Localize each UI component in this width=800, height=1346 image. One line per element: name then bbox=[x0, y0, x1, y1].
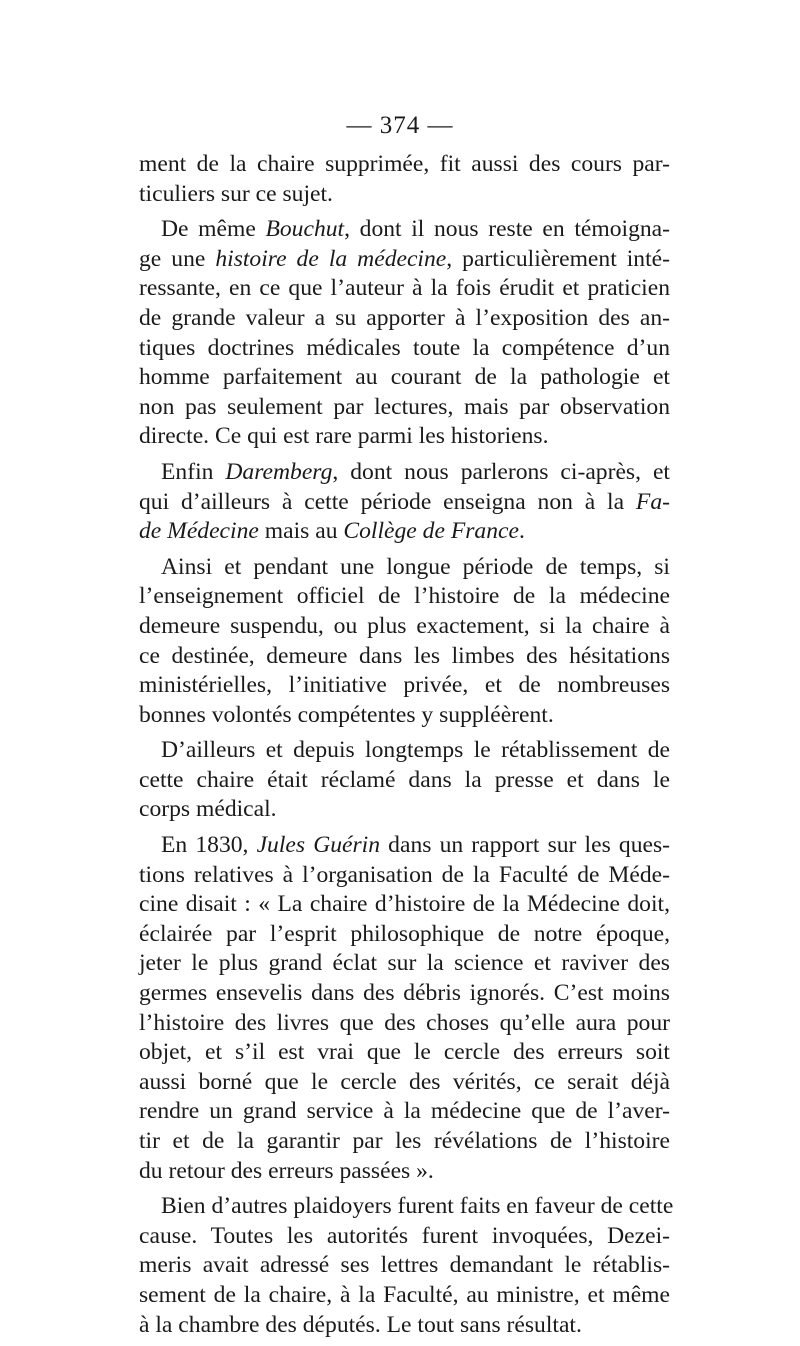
page-number: — 374 — bbox=[346, 112, 454, 139]
text-line bbox=[139, 245, 670, 275]
text-line: du retour des erreurs passées ». bbox=[139, 1157, 434, 1184]
text-line bbox=[139, 517, 670, 547]
italic-text: Daremberg bbox=[225, 458, 333, 485]
italic-text: Collège de France bbox=[343, 518, 519, 545]
text-line: ministérielles, l’initiative privée, et de nombreuses bbox=[139, 672, 670, 699]
text-line: de grande valeur a su apporter à l’exposition des an- bbox=[139, 304, 670, 331]
text-line: directe. Ce qui est rare parmi les historiens. bbox=[139, 423, 549, 450]
text-segment: dans un rapport sur les ques- bbox=[380, 832, 671, 859]
text-line: ressante, en ce que l’auteur à la fois érudit et praticien bbox=[139, 275, 670, 302]
text-line: tir et de la garantir par les révélations de l’histoire bbox=[139, 1128, 670, 1154]
text-line: tiques doctrines médicales toute la compétence d’un bbox=[139, 334, 670, 361]
text-segment: De même bbox=[161, 216, 266, 243]
text-segment: . bbox=[518, 518, 525, 545]
text-segment: , particulièrement inté- bbox=[446, 245, 670, 272]
text-segment: Enfin bbox=[161, 458, 226, 485]
text-line: cette chaire était réclamé dans la presse et dans le bbox=[139, 766, 670, 793]
text-line bbox=[139, 458, 670, 488]
text-segment: ge une bbox=[139, 245, 216, 272]
italic-text: Jules Guérin bbox=[256, 832, 381, 859]
text-segment: , dont il nous reste en témoigna- bbox=[344, 216, 670, 243]
text-line: éclairée par l’esprit philosophique de notre époque, bbox=[139, 920, 670, 947]
text-segment: En 1830, bbox=[161, 832, 257, 859]
text-line: Bien d’autres plaidoyers furent faits en faveur de cette bbox=[161, 1193, 674, 1220]
text-line: homme parfaitement au courant de la pathologie et bbox=[139, 364, 670, 391]
text-line: non pas seulement par lectures, mais par observation bbox=[139, 393, 670, 420]
text-line: ce destinée, demeure dans les limbes des hésitations bbox=[139, 642, 670, 669]
text-segment: , dont nous parlerons ci-après, et bbox=[332, 458, 670, 485]
text-line: aussi borné que le cercle des vérités, ce serait déjà bbox=[139, 1068, 670, 1095]
text-line bbox=[139, 215, 670, 245]
italic-text: Bouchut bbox=[265, 216, 345, 243]
text-line: D’ailleurs et depuis longtemps le rétablissement de bbox=[161, 737, 670, 764]
italic-text: histoire de la médecine bbox=[215, 245, 447, 272]
paragraph bbox=[139, 831, 670, 1186]
text-line: bonnes volontés compétentes y suppléèrent. bbox=[139, 701, 554, 728]
text-line bbox=[139, 488, 670, 518]
paragraph bbox=[139, 553, 670, 731]
text-line: Ainsi et pendant une longue période de temps, si bbox=[161, 553, 670, 580]
italic-text: Fa- bbox=[635, 488, 670, 515]
text-line bbox=[139, 831, 670, 861]
text-line: rendre un grand service à la médecine que de l’aver- bbox=[139, 1098, 670, 1125]
text-line: demeure suspendu, ou plus exactement, si la chaire à bbox=[139, 612, 670, 639]
text-line: sement de la chaire, à la Faculté, au ministre, et même bbox=[139, 1281, 670, 1308]
text-line: l’enseignement officiel de l’histoire de la médecine bbox=[139, 583, 670, 610]
paragraph bbox=[139, 736, 670, 825]
text-line: ticuliers sur ce sujet. bbox=[139, 180, 333, 207]
text-line: tions relatives à l’organisation de la Faculté de Méde- bbox=[139, 861, 670, 888]
body-text bbox=[139, 150, 674, 1346]
text-line: cine disait : « La chaire d’histoire de la Médecine doit, bbox=[139, 891, 670, 918]
text-line: cause. Toutes les autorités furent invoquées, Dezei- bbox=[139, 1222, 670, 1249]
text-line: objet, et s’il est vrai que le cercle des erreurs soit bbox=[139, 1039, 670, 1066]
text-segment: mais au bbox=[258, 518, 344, 545]
paragraph bbox=[139, 215, 670, 452]
text-line: corps médical. bbox=[139, 796, 277, 823]
text-line: à la chambre des députés. Le tout sans résultat. bbox=[139, 1311, 582, 1338]
italic-text: de Médecine bbox=[139, 518, 259, 545]
text-segment: qui d’ailleurs à cette période enseigna non à la bbox=[139, 488, 636, 515]
paragraph bbox=[139, 150, 670, 209]
text-line: jeter le plus grand éclat sur la science et raviver des bbox=[139, 950, 670, 977]
text-line: meris avait adressé ses lettres demandant le rétablis- bbox=[139, 1252, 670, 1279]
text-line: germes ensevelis dans des débris ignorés. C’est moins bbox=[139, 980, 670, 1007]
text-line: l’histoire des livres que des choses qu’elle aura pour bbox=[139, 1009, 670, 1036]
paragraph bbox=[139, 458, 670, 547]
text-line: ment de la chaire supprimée, fit aussi des cours par- bbox=[139, 151, 670, 177]
paragraph bbox=[139, 1192, 674, 1340]
